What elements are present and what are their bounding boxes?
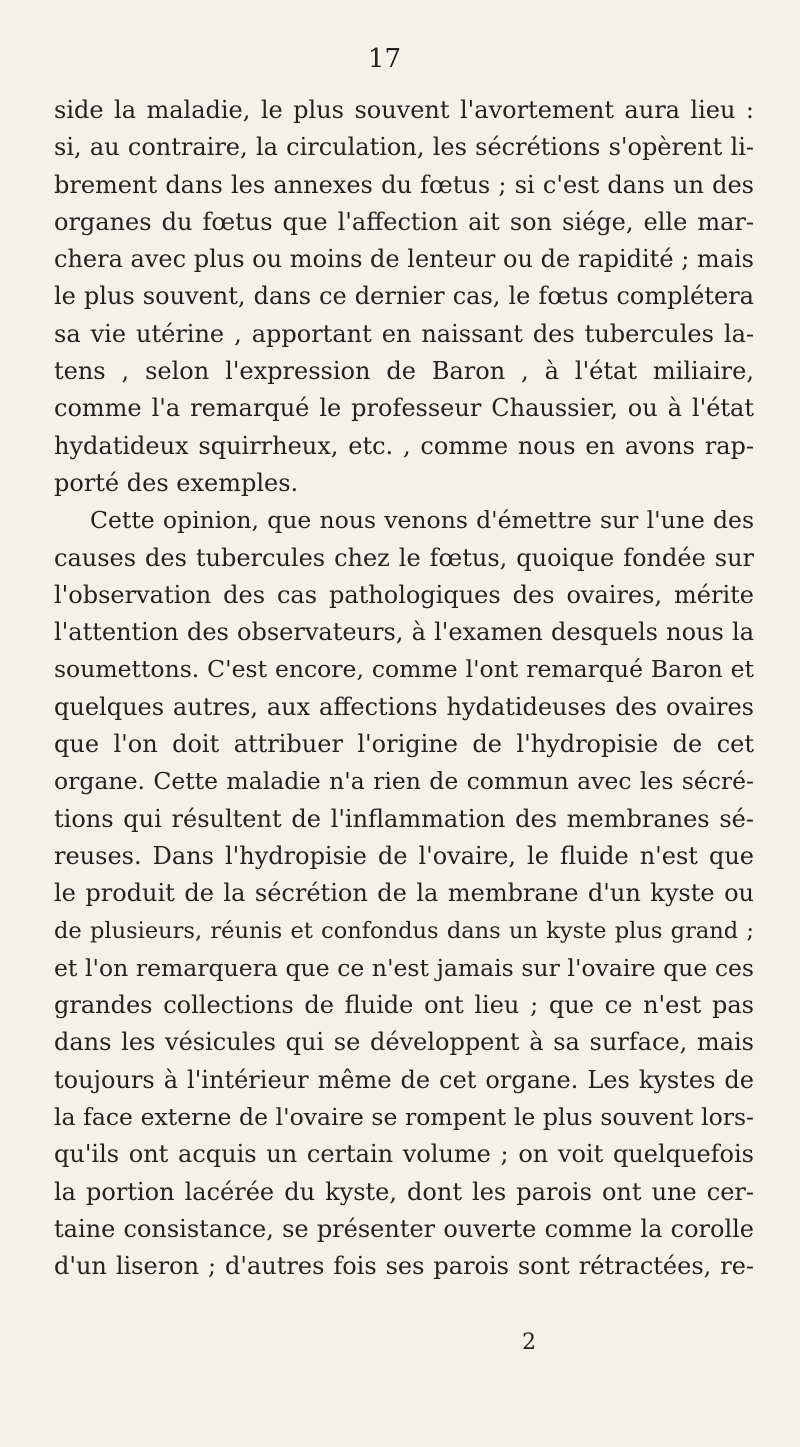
text-line: organes du fœtus que l'affection ait son siége, elle mar-: [54, 207, 754, 236]
text-line: d'un liseron ; d'autres fois ses parois sont rétractées, re-: [54, 1252, 754, 1281]
text-line: brement dans les annexes du fœtus ; si c'est dans un des: [54, 170, 754, 199]
text-line: la face externe de l'ovaire se rompent le plus souvent lors-: [54, 1103, 754, 1132]
text-line: dans les vésicules qui se développent à sa surface, mais: [54, 1028, 754, 1057]
text-line: tions qui résultent de l'inflammation des membranes sé-: [54, 804, 754, 833]
text-line: grandes collections de fluide ont lieu ; que ce n'est pas: [54, 991, 754, 1020]
text-line: comme l'a remarqué le professeur Chaussier, ou à l'état: [54, 394, 754, 423]
text-line: que l'on doit attribuer l'origine de l'hydropisie de cet: [54, 730, 754, 759]
text-line: l'observation des cas pathologiques des ovaires, mérite: [54, 580, 754, 609]
text-line: qu'ils ont acquis un certain volume ; on voit quelquefois: [54, 1140, 754, 1169]
text-line: quelques autres, aux affections hydatideuses des ovaires: [54, 692, 754, 721]
text-line: la portion lacérée du kyste, dont les parois ont une cer-: [54, 1177, 754, 1206]
text-line: causes des tubercules chez le fœtus, quoique fondée sur: [54, 543, 754, 572]
text-line: et l'on remarquera que ce n'est jamais sur l'ovaire que ces: [54, 953, 754, 982]
text-line: hydatideux squirrheux, etc. , comme nous en avons rap-: [54, 431, 754, 460]
text-line: soumettons. C'est encore, comme l'ont remarqué Baron et: [54, 655, 754, 684]
text-line: side la maladie, le plus souvent l'avortement aura lieu :: [54, 96, 754, 124]
page-number: 17: [368, 44, 402, 74]
text-line: chera avec plus ou moins de lenteur ou de rapidité ; mais: [54, 245, 754, 274]
text-line: porté des exemples.: [54, 468, 299, 497]
text-line: reuses. Dans l'hydropisie de l'ovaire, le fluide n'est que: [54, 841, 754, 870]
body-text: [54, 92, 754, 1286]
text-line: toujours à l'intérieur même de cet organe. Les kystes de: [54, 1065, 754, 1094]
text-line: si, au contraire, la circulation, les sécrétions s'opèrent li-: [54, 133, 754, 162]
text-line: tens , selon l'expression de Baron , à l'état miliaire,: [54, 357, 754, 386]
text-line: taine consistance, se présenter ouverte comme la corolle: [54, 1214, 754, 1243]
text-line: sa vie utérine , apportant en naissant des tubercules la-: [54, 319, 754, 348]
text-line: l'attention des observateurs, à l'examen desquels nous la: [54, 618, 754, 647]
text-line: le produit de la sécrétion de la membrane d'un kyste ou: [54, 879, 754, 908]
text-line: Cette opinion, que nous venons d'émettre sur l'une des: [90, 506, 754, 535]
signature-mark: 2: [522, 1330, 536, 1355]
text-line: le plus souvent, dans ce dernier cas, le fœtus complétera: [54, 282, 754, 311]
text-line: de plusieurs, réunis et confondus dans un kyste plus grand ;: [54, 917, 754, 944]
text-line: organe. Cette maladie n'a rien de commun avec les sécré-: [54, 767, 754, 796]
